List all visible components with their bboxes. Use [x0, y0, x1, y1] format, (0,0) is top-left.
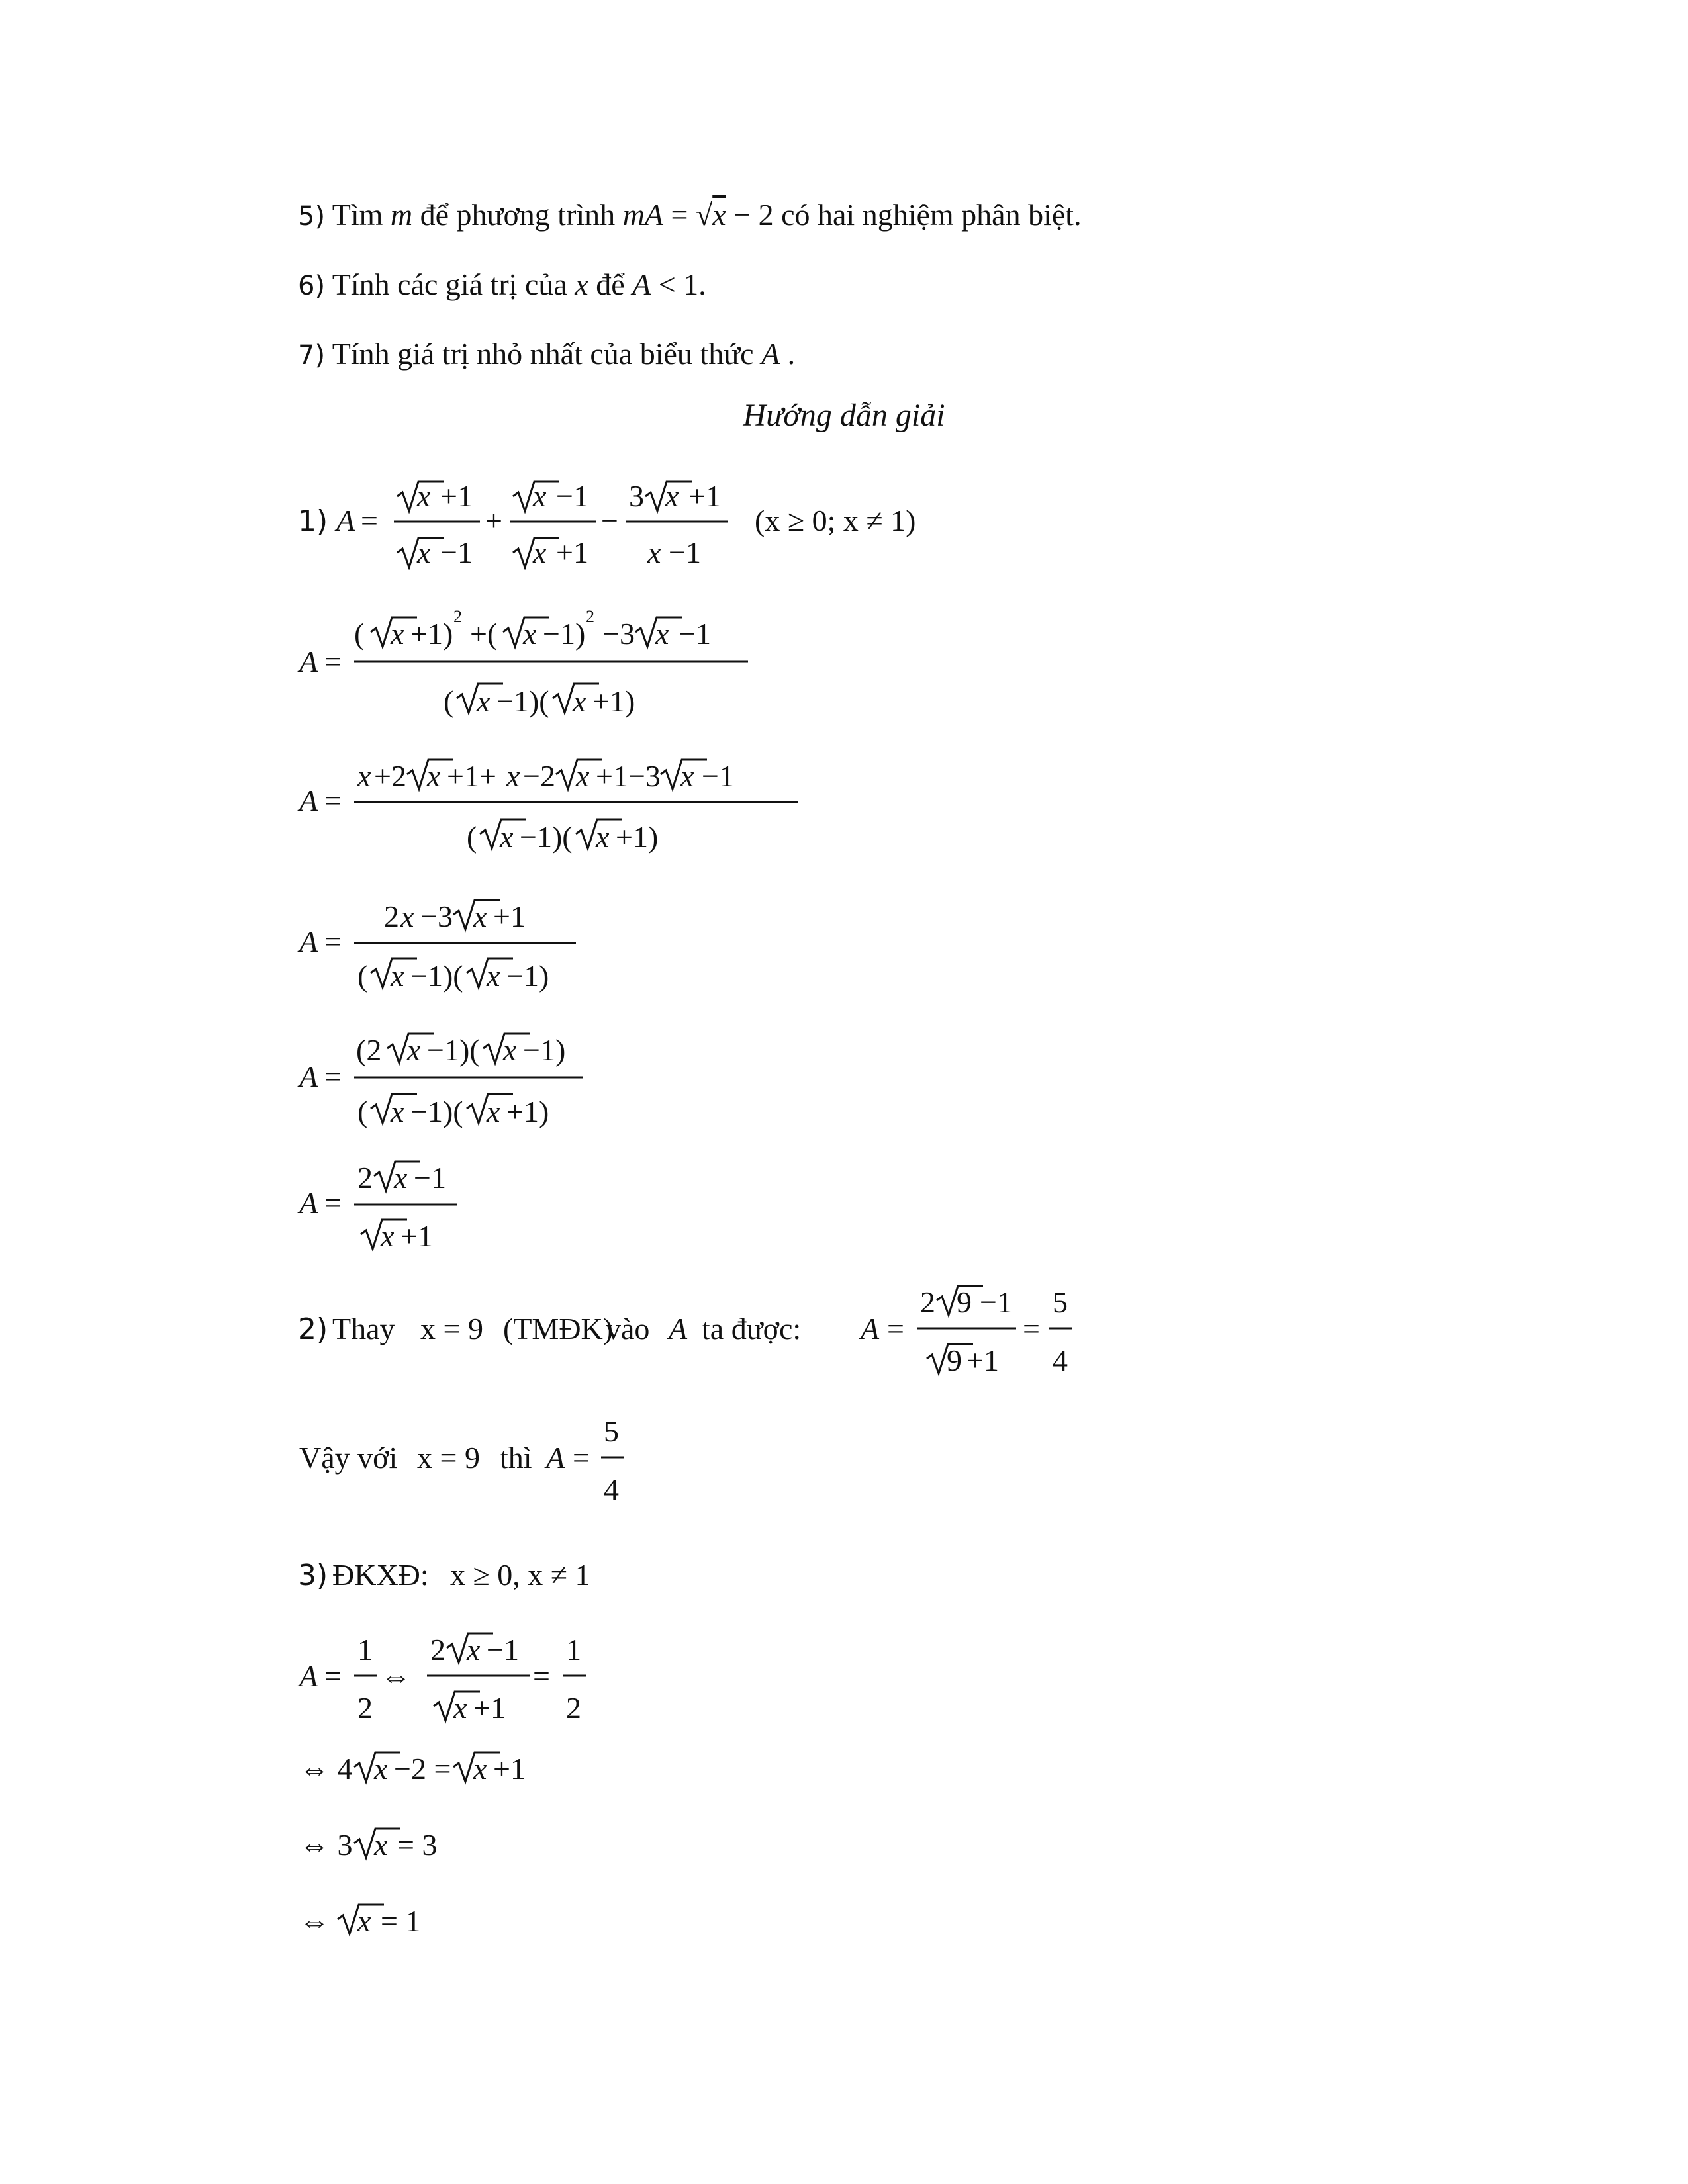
svg-text:−1: −1 — [556, 479, 588, 513]
svg-text:−1: −1 — [980, 1285, 1012, 1319]
svg-text:(: ( — [357, 959, 368, 993]
svg-text:−1)(: −1)( — [427, 1033, 480, 1067]
svg-text:2: 2 — [920, 1285, 935, 1319]
svg-text:+1: +1 — [400, 1219, 433, 1253]
svg-text:−3: −3 — [420, 899, 453, 933]
svg-text:(: ( — [354, 617, 365, 651]
svg-text:9: 9 — [957, 1285, 972, 1319]
svg-text:x: x — [506, 759, 520, 793]
svg-text:+1: +1 — [966, 1343, 999, 1377]
svg-text:2: 2 — [357, 1691, 373, 1725]
svg-text:−2 =: −2 = — [394, 1752, 451, 1786]
svg-text:3): 3) — [298, 1559, 328, 1592]
svg-text:thì: thì — [500, 1441, 532, 1475]
svg-text:⇔: ⇔ — [381, 1659, 411, 1693]
svg-text:+1: +1 — [440, 479, 473, 513]
svg-text:⇔ 4: ⇔ 4 — [299, 1752, 353, 1786]
svg-text:+: + — [485, 504, 502, 537]
problem-6: 6) Tính các giá trị của x để A < 1. — [298, 267, 706, 301]
svg-text:x: x — [533, 479, 547, 513]
svg-text:=: = — [533, 1659, 550, 1693]
svg-text:−1)(: −1)( — [410, 959, 463, 993]
svg-text:x: x — [381, 1219, 395, 1253]
part1-equation-4 — [298, 893, 695, 1006]
svg-text:x: x — [400, 899, 414, 933]
svg-text:⇔: ⇔ — [299, 1904, 330, 1938]
svg-text:x: x — [680, 759, 694, 793]
svg-text:+1: +1 — [493, 899, 526, 933]
svg-text:−1: −1 — [487, 1633, 519, 1666]
svg-text:+1: +1 — [688, 479, 721, 513]
part2-conclusion — [298, 1410, 695, 1522]
svg-text:=: = — [361, 504, 378, 537]
svg-text:A: A — [336, 504, 355, 537]
svg-text:+1−3: +1−3 — [596, 759, 661, 793]
svg-text:=: = — [573, 1441, 590, 1475]
svg-text:x: x — [357, 759, 371, 793]
svg-text:−1: −1 — [702, 759, 734, 793]
svg-text:+1): +1) — [410, 617, 453, 651]
problem-5: 5) Tìm m để phương trình mA = √x − 2 có hai nghiệm phân biệt. — [298, 198, 1082, 232]
svg-text:x ≥ 0, x ≠ 1: x ≥ 0, x ≠ 1 — [450, 1558, 590, 1592]
svg-text:−1)(: −1)( — [496, 684, 549, 718]
svg-text:=: = — [1023, 1312, 1040, 1345]
svg-text:vào: vào — [606, 1312, 650, 1345]
svg-text:−1): −1) — [523, 1033, 566, 1067]
svg-text:=: = — [887, 1312, 904, 1345]
svg-text:A: A — [299, 1186, 318, 1220]
svg-text:= 3: = 3 — [397, 1828, 438, 1862]
svg-text:x: x — [427, 759, 441, 793]
svg-text:A: A — [299, 925, 318, 958]
svg-text:A: A — [546, 1441, 565, 1475]
part1-equation-6 — [298, 1155, 563, 1261]
svg-text:2: 2 — [430, 1633, 445, 1666]
svg-text:2: 2 — [384, 899, 399, 933]
svg-text:2): 2) — [298, 1312, 328, 1346]
svg-text:x: x — [453, 1691, 467, 1725]
svg-text:x: x — [665, 479, 679, 513]
svg-text:=: = — [324, 645, 342, 678]
svg-text:ta được:: ta được: — [702, 1312, 802, 1345]
svg-text:5: 5 — [1053, 1285, 1068, 1319]
svg-text:Vậy với: Vậy với — [299, 1441, 398, 1475]
svg-text:x: x — [391, 617, 404, 651]
svg-text:+1: +1 — [473, 1691, 506, 1725]
svg-text:x: x — [487, 959, 500, 993]
part1-equation-5 — [298, 1026, 695, 1145]
svg-text:2: 2 — [586, 607, 594, 626]
svg-text:3: 3 — [629, 479, 644, 513]
svg-text:1: 1 — [566, 1633, 581, 1666]
svg-text:(: ( — [357, 1095, 368, 1128]
svg-text:+1+: +1+ — [447, 759, 496, 793]
svg-text:x = 9: x = 9 — [417, 1441, 480, 1475]
svg-text:x: x — [477, 684, 491, 718]
svg-text:=: = — [324, 1659, 342, 1693]
svg-text:x: x — [487, 1095, 500, 1128]
part3-dkxd — [298, 1549, 761, 1602]
svg-text:−1: −1 — [440, 535, 473, 569]
svg-text:x: x — [503, 1033, 517, 1067]
svg-text:+1): +1) — [506, 1095, 549, 1128]
svg-text:x: x — [473, 899, 487, 933]
svg-text:=: = — [324, 1060, 342, 1093]
svg-text:(: ( — [444, 684, 454, 718]
svg-text:x: x — [500, 820, 514, 854]
svg-text:=: = — [324, 784, 342, 817]
svg-text:x: x — [533, 535, 547, 569]
svg-text:Thay: Thay — [332, 1312, 395, 1345]
part3-step-1 — [298, 1628, 629, 1734]
svg-text:+1): +1) — [616, 820, 659, 854]
svg-text:x: x — [374, 1828, 388, 1862]
svg-text:−1: −1 — [414, 1161, 446, 1195]
part3-step-3 — [298, 1817, 563, 1870]
svg-text:A: A — [861, 1312, 880, 1345]
svg-text:−1)(: −1)( — [410, 1095, 463, 1128]
svg-text:A: A — [299, 1060, 318, 1093]
svg-text:⇔ 3: ⇔ 3 — [299, 1828, 353, 1862]
svg-text:x: x — [473, 1752, 487, 1786]
svg-text:2: 2 — [357, 1161, 373, 1195]
svg-text:=: = — [324, 925, 342, 958]
svg-text:A: A — [299, 645, 318, 678]
svg-text:A: A — [299, 784, 318, 817]
svg-text:A: A — [669, 1312, 688, 1345]
svg-text:x: x — [417, 535, 431, 569]
svg-text:A: A — [299, 1659, 318, 1693]
svg-text:−2: −2 — [523, 759, 555, 793]
svg-text:−1): −1) — [543, 617, 586, 651]
solution-heading: Hướng dẫn giải — [743, 398, 945, 433]
svg-text:x: x — [596, 820, 610, 854]
svg-text:x = 9: x = 9 — [420, 1312, 483, 1345]
svg-text:−1): −1) — [506, 959, 549, 993]
svg-text:x: x — [407, 1033, 421, 1067]
svg-text:x: x — [523, 617, 537, 651]
part2-equation — [298, 1281, 1125, 1393]
svg-text:1): 1) — [298, 504, 328, 538]
part3-step-2 — [298, 1741, 629, 1794]
svg-text:5: 5 — [604, 1414, 619, 1448]
svg-text:−1)(: −1)( — [520, 820, 573, 854]
svg-text:(TMĐK): (TMĐK) — [503, 1312, 614, 1345]
svg-text:x: x — [394, 1161, 408, 1195]
svg-text:+2: +2 — [374, 759, 406, 793]
svg-text:4: 4 — [1053, 1343, 1068, 1377]
svg-text:x: x — [467, 1633, 481, 1666]
problem-7: 7) Tính giá trị nhỏ nhất của biểu thức A . — [298, 337, 796, 371]
svg-text:−1: −1 — [679, 617, 711, 651]
svg-text:1: 1 — [357, 1633, 373, 1666]
svg-text:(x ≥ 0; x ≠ 1): (x ≥ 0; x ≠ 1) — [755, 504, 916, 537]
svg-text:−3: −3 — [602, 617, 635, 651]
svg-text:= 1: = 1 — [381, 1904, 421, 1938]
svg-text:x: x — [417, 479, 431, 513]
svg-text:−1: −1 — [669, 535, 701, 569]
svg-text:2: 2 — [566, 1691, 581, 1725]
svg-text:+1): +1) — [592, 684, 635, 718]
svg-text:ĐKXĐ:: ĐKXĐ: — [332, 1558, 429, 1592]
svg-text:x: x — [655, 617, 669, 651]
svg-text:(: ( — [467, 820, 477, 854]
svg-text:x: x — [374, 1752, 388, 1786]
svg-text:=: = — [324, 1186, 342, 1220]
svg-text:2: 2 — [453, 607, 462, 626]
svg-text:x: x — [391, 1095, 404, 1128]
svg-text:x: x — [647, 535, 661, 569]
svg-text:+1: +1 — [556, 535, 588, 569]
svg-text:(2: (2 — [356, 1033, 382, 1067]
svg-text:x: x — [573, 684, 586, 718]
part1-equation-2 — [298, 606, 827, 738]
svg-text:x: x — [357, 1904, 371, 1938]
part1-equation-3 — [298, 748, 827, 874]
svg-text:x: x — [391, 959, 404, 993]
svg-text:4: 4 — [604, 1473, 619, 1506]
svg-text:+(: +( — [470, 617, 498, 651]
part3-step-4 — [298, 1893, 563, 1946]
svg-text:9: 9 — [947, 1343, 962, 1377]
part1-equation-1 — [298, 470, 960, 576]
svg-text:+1: +1 — [493, 1752, 526, 1786]
svg-text:x: x — [576, 759, 590, 793]
svg-text:−: − — [601, 504, 618, 537]
